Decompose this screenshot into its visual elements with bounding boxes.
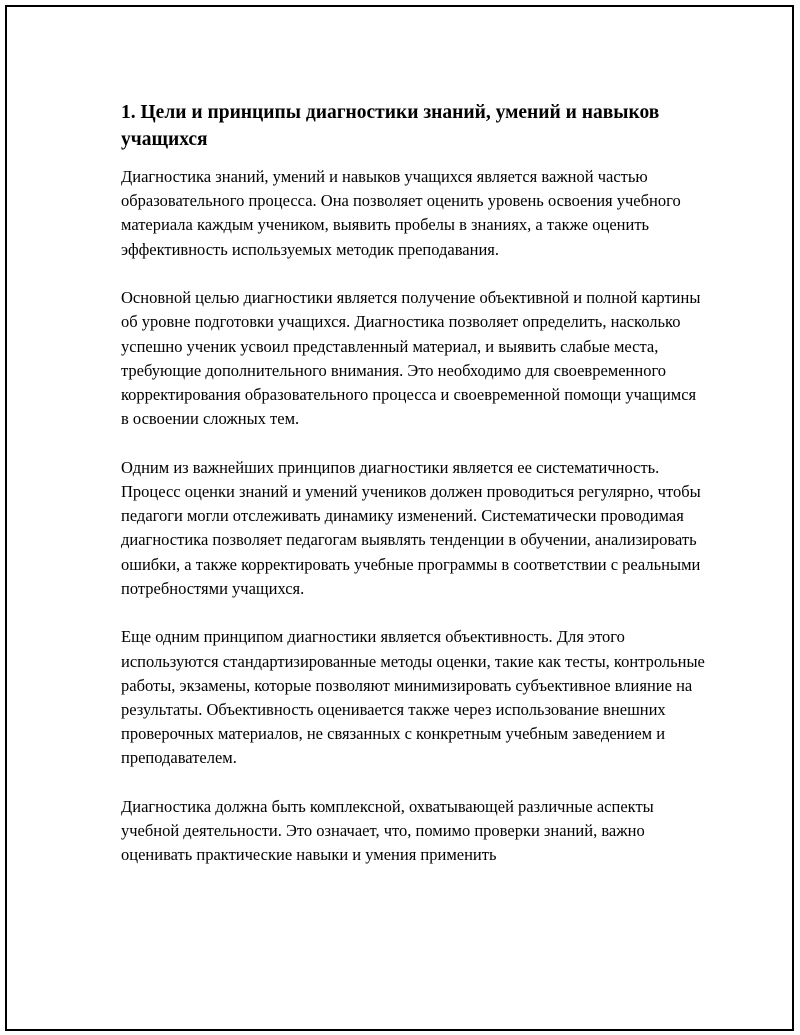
page-frame — [5, 5, 794, 1031]
paragraph-comprehensive-principle: Диагностика должна быть комплексной, охватывающей различные аспекты учебной деятельности. Это означает, что, помимо проверки знаний, важно оценивать практические навыки и умения применить — [121, 797, 654, 865]
paragraph-systematic-principle: Одним из важнейших принципов диагностики является ее систематичность. Процесс оценки знаний и умений учеников должен проводиться регулярно, чтобы педагоги могли отслеживать динамику изменений. Систематически проводимая диагностика позволяет педагогам выявлять тенденции в обучении, анализировать ошибки, а также корректировать учебные программы в соответствии с реальными потребностями учащихся. — [121, 457, 701, 598]
section-heading: 1. Цели и принципы диагностики знаний, умений и навыков учащихся — [121, 102, 660, 150]
paragraph-objectivity-principle: Еще одним принципом диагностики является объективность. Для этого используются стандартизированные методы оценки, такие как тесты, контрольные работы, экзамены, которые позволяют минимизировать субъективное влияние на результаты. Объективность оценивается также через использование внешних проверочных материалов, не связанных с конкретным учебным заведением и преподавателем. — [121, 627, 705, 768]
paragraph-main-goal: Основной целью диагностики является получение объективной и полной картины об уровне подготовки учащихся. Диагностика позволяет определить, насколько успешно ученик усвоил представленный материал, и выявить слабые места, требующие дополнительного внимания. Это необходимо для своевременного корректирования образовательного процесса и своевременной помощи учащимся в освоении сложных тем. — [121, 288, 701, 429]
document-body — [121, 99, 706, 868]
paragraph-intro: Диагностика знаний, умений и навыков учащихся является важной частью образовательного процесса. Она позволяет оценить уровень освоения учебного материала каждым учеником, выявить пробелы в знаниях, а также оценить эффективность используемых методик преподавания. — [121, 167, 681, 259]
